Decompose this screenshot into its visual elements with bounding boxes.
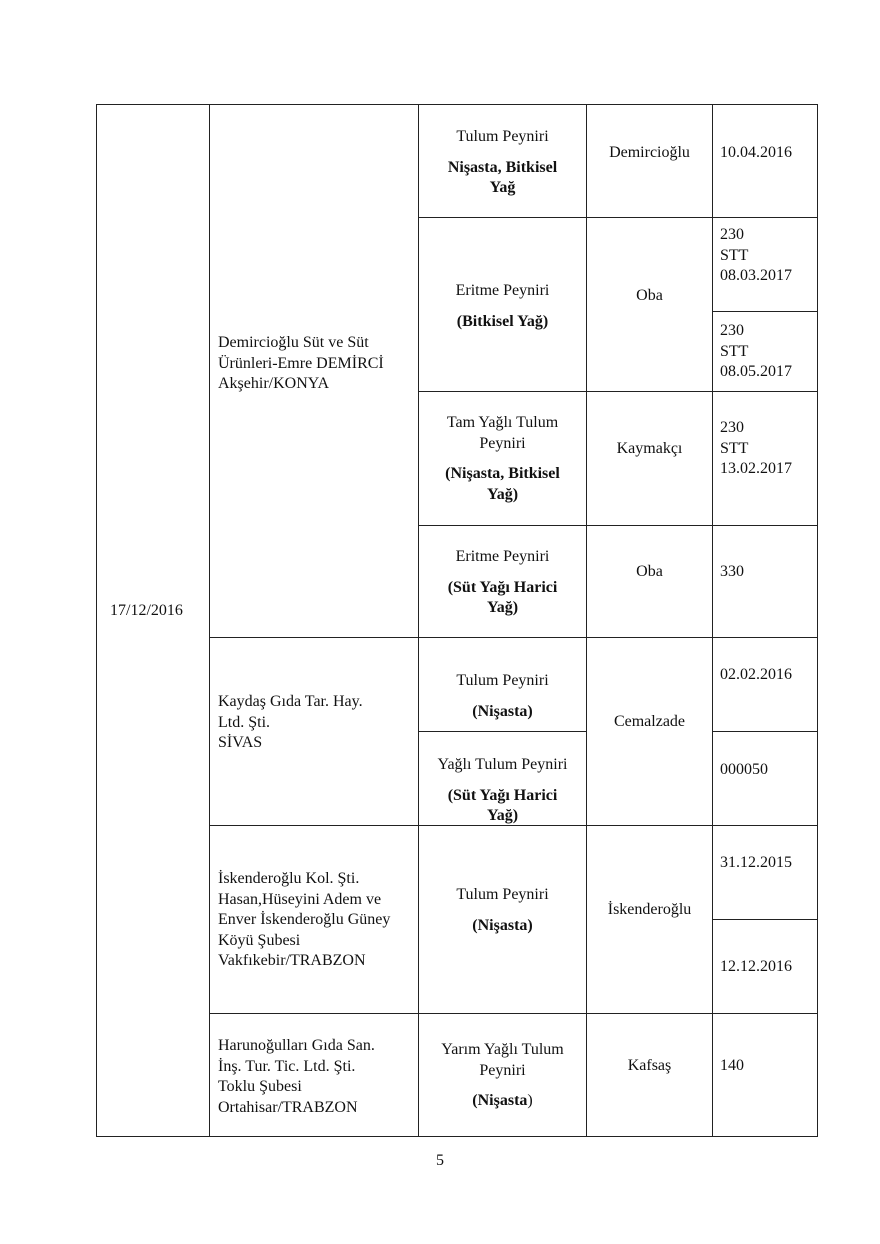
col-divider-2 [418, 104, 419, 1137]
product-cell [419, 671, 586, 722]
product-name: Yağlı Tulum Peyniri [437, 756, 568, 773]
product-name: Peyniri [479, 434, 526, 452]
lot-cell: 10.04.2016 [720, 144, 792, 161]
col-divider-4 [712, 104, 713, 1137]
adulterant: Nişasta, Bitkisel [447, 158, 558, 176]
company-name: Harunoğulları Gıda San. İnş. Tur. Tic. Ltd. Şti. Toklu Şubesi Ortahisar/TRABZON [218, 1037, 375, 1116]
adulterant: (Süt Yağı Harici [447, 578, 558, 596]
product-name: Tulum Peyniri [456, 886, 549, 903]
product-name: Tulum Peyniri [456, 672, 549, 689]
product-name: Eritme Peyniri [455, 548, 550, 565]
adulterant: (Nişasta, Bitkisel [445, 465, 560, 482]
row-divider [418, 731, 586, 732]
date-cell: 17/12/2016 [110, 602, 183, 619]
brand-cell: Kaymakçı [616, 440, 683, 457]
adulterant: Yağ [489, 179, 516, 196]
col-divider-1 [209, 104, 210, 1137]
product-name: Tam Yağlı Tulum [446, 414, 559, 431]
adulterant: (Nişasta) [472, 1092, 533, 1109]
lot-cell: 000050 [720, 761, 768, 778]
lot-cell: 12.12.2016 [720, 958, 792, 975]
row-divider [712, 919, 818, 920]
adulterant: Yağ) [486, 485, 519, 503]
row-divider [418, 391, 818, 392]
row-divider-company-3 [209, 1013, 818, 1014]
company-name: İskenderoğlu Kol. Şti. Hasan,Hüseyini Adem ve Enver İskenderoğlu Güney Köyü Şubesi Vakfıkebir/TRABZON [218, 870, 391, 969]
product-cell [419, 1040, 586, 1112]
brand-cell: Kafsaş [627, 1057, 672, 1074]
table [96, 104, 818, 1137]
lot-cell: 230 STT 13.02.2017 [720, 419, 792, 477]
brand-cell: Oba [636, 563, 663, 580]
lot-cell: 31.12.2015 [720, 854, 792, 871]
adulterant: (Nişasta) [472, 916, 533, 934]
product-cell [419, 547, 586, 619]
adulterant: Yağ) [486, 807, 519, 824]
row-divider [418, 217, 818, 218]
product-cell [419, 281, 586, 332]
row-divider [712, 731, 818, 732]
lot-cell: 140 [720, 1057, 744, 1074]
adulterant: (Bitkisel Yağ) [456, 312, 549, 330]
row-divider [418, 525, 818, 526]
lot-cell: 02.02.2016 [720, 666, 792, 683]
page-number: 5 [436, 1152, 444, 1169]
col-divider-3 [586, 104, 587, 1137]
product-name: Eritme Peyniri [455, 282, 550, 299]
product-cell [419, 755, 586, 827]
adulterant: Yağ) [486, 599, 519, 616]
product-name: Yarım Yağlı Tulum [441, 1041, 564, 1058]
lot-cell: 230 STT 08.03.2017 [720, 226, 792, 284]
adulterant: (Süt Yağı Harici [447, 786, 558, 804]
company-name: Kaydaş Gıda Tar. Hay. Ltd. Şti. SİVAS [218, 693, 363, 751]
lot-cell: 230 STT 08.05.2017 [720, 322, 792, 380]
product-name: Peyniri [479, 1061, 526, 1079]
company-name: Demircioğlu Süt ve Süt Ürünleri-Emre DEMİRCİ Akşehir/KONYA [218, 334, 384, 392]
brand-cell: Cemalzade [613, 713, 686, 730]
product-name: Tulum Peyniri [456, 128, 549, 145]
adulterant: (Nişasta) [472, 702, 533, 720]
product-cell [419, 413, 586, 505]
brand-cell: Demircioğlu [609, 144, 690, 161]
brand-cell: Oba [636, 287, 663, 304]
brand-cell: İskenderoğlu [607, 901, 692, 918]
row-divider [712, 311, 818, 312]
lot-cell: 330 [720, 563, 744, 580]
product-cell [419, 127, 586, 199]
row-divider-company-1 [209, 637, 818, 638]
product-cell [419, 885, 586, 936]
